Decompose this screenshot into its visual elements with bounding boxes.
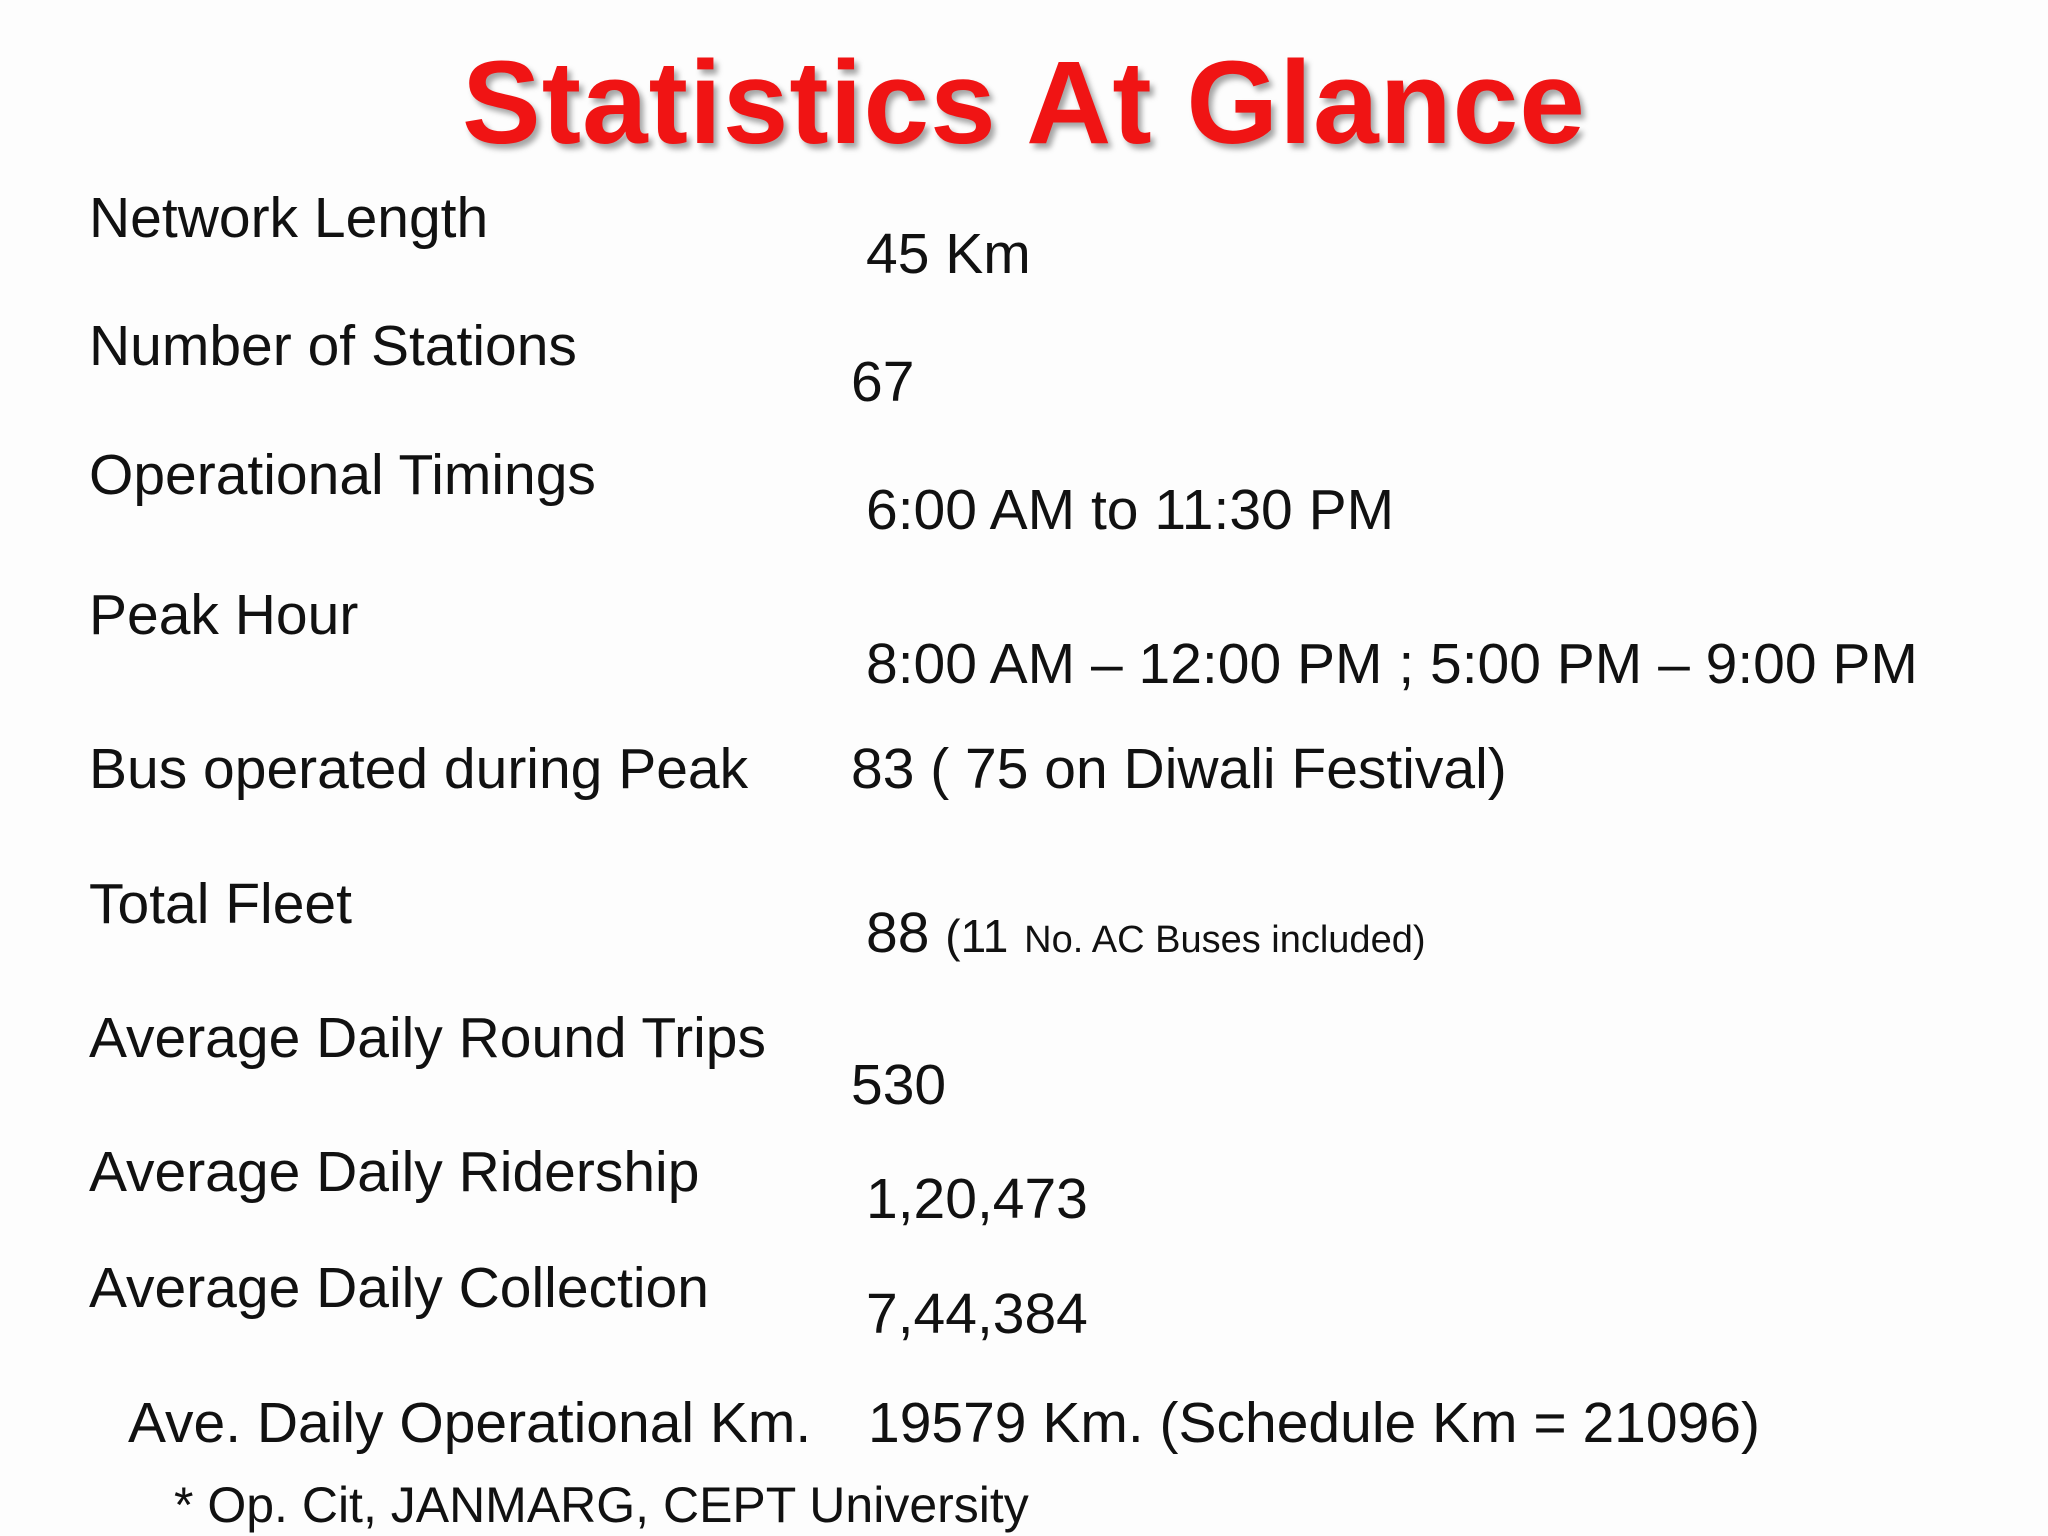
label-total-fleet: Total Fleet (89, 872, 352, 936)
value-avg-daily-collection: 7,44,384 (866, 1282, 1088, 1346)
label-number-of-stations: Number of Stations (89, 314, 577, 378)
label-bus-operated-peak: Bus operated during Peak (89, 737, 749, 801)
label-peak-hour: Peak Hour (89, 583, 359, 647)
total-fleet-count: 88 (866, 901, 930, 965)
label-avg-daily-round-trips: Average Daily Round Trips (89, 1006, 766, 1070)
label-network-length: Network Length (89, 186, 489, 250)
value-number-of-stations: 67 (851, 350, 915, 414)
value-network-length: 45 Km (866, 222, 1031, 286)
value-total-fleet (866, 901, 1426, 965)
value-avg-daily-ridership: 1,20,473 (866, 1167, 1088, 1231)
total-fleet-ac-count: (11 (945, 910, 1009, 962)
value-avg-daily-operational-km: 19579 Km. (Schedule Km = 21096) (868, 1391, 1760, 1455)
slide-title: Statistics At Glance (462, 37, 1586, 169)
value-operational-timings: 6:00 AM to 11:30 PM (866, 478, 1395, 542)
label-avg-daily-operational-km: Ave. Daily Operational Km. (128, 1391, 812, 1455)
label-operational-timings: Operational Timings (89, 443, 596, 507)
value-avg-daily-round-trips: 530 (851, 1053, 947, 1117)
total-fleet-ac-note: No. AC Buses included) (1024, 919, 1426, 961)
source-note: * Op. Cit, JANMARG, CEPT University (174, 1477, 1029, 1533)
value-bus-operated-peak: 83 ( 75 on Diwali Festival) (851, 737, 1507, 801)
value-peak-hour: 8:00 AM – 12:00 PM ; 5:00 PM – 9:00 PM (866, 632, 1918, 696)
label-avg-daily-ridership: Average Daily Ridership (89, 1140, 700, 1204)
label-avg-daily-collection: Average Daily Collection (89, 1256, 709, 1320)
